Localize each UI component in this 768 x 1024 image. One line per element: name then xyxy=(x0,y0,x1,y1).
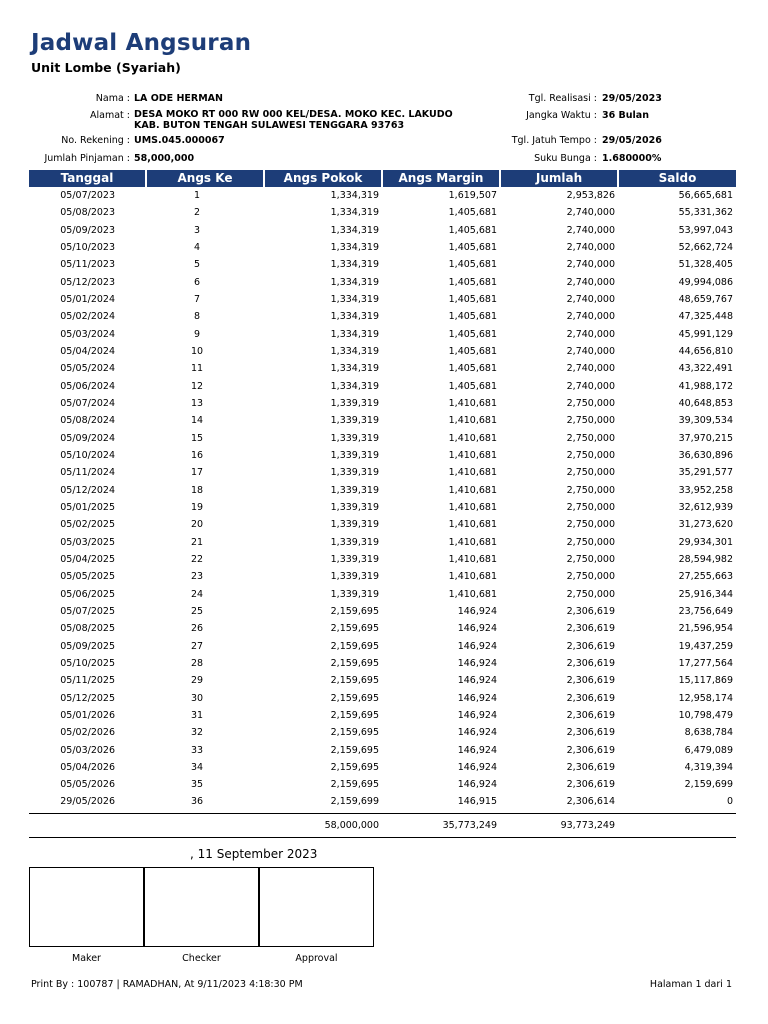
row-angs-ke: 24 xyxy=(190,588,204,600)
row-angs-pokok: 1,334,319 xyxy=(330,241,379,253)
row-angs-ke: 8 xyxy=(193,311,201,323)
total-margin: 35,773,249 xyxy=(442,820,497,831)
row-angs-ke: 28 xyxy=(190,657,204,669)
row-jumlah: 2,306,619 xyxy=(566,657,615,669)
row-saldo: 33,952,258 xyxy=(678,484,733,496)
row-tanggal: 05/12/2023 xyxy=(60,276,115,288)
row-tanggal: 05/10/2024 xyxy=(60,449,115,461)
table-row xyxy=(29,308,736,325)
table-row xyxy=(29,586,736,603)
nama-label: Nama : xyxy=(95,93,130,104)
row-saldo: 49,994,086 xyxy=(678,276,733,288)
row-tanggal: 05/08/2025 xyxy=(60,623,115,635)
row-angs-margin: 1,405,681 xyxy=(448,328,497,340)
signature-label-maker: Maker xyxy=(72,953,101,964)
row-angs-pokok: 1,334,319 xyxy=(330,363,379,375)
row-angs-margin: 1,410,681 xyxy=(448,432,497,444)
total-pokok: 58,000,000 xyxy=(324,820,379,831)
row-jumlah: 2,740,000 xyxy=(566,328,615,340)
table-row xyxy=(29,603,736,620)
row-saldo: 53,997,043 xyxy=(678,224,733,236)
table-row xyxy=(29,395,736,412)
table-row xyxy=(29,430,736,447)
signature-box-maker xyxy=(29,867,144,947)
table-row xyxy=(29,759,736,776)
header-saldo: Saldo xyxy=(619,170,736,187)
row-angs-margin: 1,405,681 xyxy=(448,241,497,253)
row-jumlah: 2,750,000 xyxy=(566,397,615,409)
row-angs-ke: 14 xyxy=(190,415,204,427)
table-row xyxy=(29,534,736,551)
signature-label-checker: Checker xyxy=(182,953,221,964)
row-angs-margin: 146,924 xyxy=(457,657,497,669)
table-row xyxy=(29,239,736,256)
row-saldo: 55,331,362 xyxy=(678,207,733,219)
row-angs-margin: 146,924 xyxy=(457,744,497,756)
row-angs-margin: 1,405,681 xyxy=(448,380,497,392)
row-jumlah: 2,750,000 xyxy=(566,571,615,583)
row-jumlah: 2,740,000 xyxy=(566,259,615,271)
row-angs-pokok: 1,334,319 xyxy=(330,311,379,323)
row-angs-ke: 22 xyxy=(190,553,204,565)
row-saldo: 56,665,681 xyxy=(678,190,733,201)
row-jumlah: 2,740,000 xyxy=(566,345,615,357)
signature-label-approval: Approval xyxy=(295,953,338,964)
table-row xyxy=(29,551,736,568)
row-tanggal: 29/05/2026 xyxy=(60,796,115,808)
row-tanggal: 05/01/2025 xyxy=(60,501,115,513)
row-tanggal: 05/01/2026 xyxy=(60,709,115,721)
row-angs-margin: 1,405,681 xyxy=(448,276,497,288)
row-tanggal: 05/03/2026 xyxy=(60,744,115,756)
row-angs-pokok: 2,159,695 xyxy=(330,761,379,773)
row-angs-pokok: 2,159,695 xyxy=(330,692,379,704)
row-saldo: 29,934,301 xyxy=(678,536,733,548)
header-angs-pokok: Angs Pokok xyxy=(265,170,381,187)
row-angs-ke: 6 xyxy=(193,276,201,288)
row-jumlah: 2,740,000 xyxy=(566,224,615,236)
row-angs-pokok: 1,339,319 xyxy=(330,484,379,496)
row-tanggal: 05/05/2024 xyxy=(60,363,115,375)
row-angs-margin: 146,924 xyxy=(457,692,497,704)
row-saldo: 8,638,784 xyxy=(684,727,733,739)
row-angs-margin: 1,410,681 xyxy=(448,501,497,513)
table-row xyxy=(29,222,736,239)
row-saldo: 4,319,394 xyxy=(684,761,733,773)
row-angs-pokok: 1,334,319 xyxy=(330,259,379,271)
row-angs-margin: 146,924 xyxy=(457,761,497,773)
row-angs-pokok: 2,159,695 xyxy=(330,727,379,739)
row-jumlah: 2,750,000 xyxy=(566,484,615,496)
row-angs-pokok: 1,334,319 xyxy=(330,328,379,340)
row-saldo: 40,648,853 xyxy=(678,397,733,409)
print-date: , 11 September 2023 xyxy=(190,847,318,861)
row-saldo: 35,291,577 xyxy=(678,467,733,479)
row-saldo: 36,630,896 xyxy=(678,449,733,461)
jatuh-tempo-value: 29/05/2026 xyxy=(602,135,662,146)
row-angs-ke: 30 xyxy=(190,692,204,704)
row-angs-pokok: 1,339,319 xyxy=(330,432,379,444)
row-angs-pokok: 2,159,695 xyxy=(330,623,379,635)
row-angs-pokok: 1,339,319 xyxy=(330,397,379,409)
row-tanggal: 05/07/2025 xyxy=(60,605,115,617)
row-angs-margin: 1,410,681 xyxy=(448,397,497,409)
nama-value: LA ODE HERMAN xyxy=(134,93,223,104)
table-row xyxy=(29,776,736,793)
row-jumlah: 2,740,000 xyxy=(566,293,615,305)
row-saldo: 6,479,089 xyxy=(684,744,733,756)
row-tanggal: 05/02/2026 xyxy=(60,727,115,739)
row-tanggal: 05/11/2024 xyxy=(60,467,115,479)
document-subtitle: Unit Lombe (Syariah) xyxy=(31,60,181,75)
row-saldo: 0 xyxy=(726,796,733,808)
row-jumlah: 2,306,619 xyxy=(566,605,615,617)
row-tanggal: 05/03/2025 xyxy=(60,536,115,548)
row-angs-ke: 2 xyxy=(193,207,201,219)
row-angs-ke: 7 xyxy=(193,293,201,305)
row-angs-ke: 5 xyxy=(193,259,201,271)
jangka-label: Jangka Waktu : xyxy=(526,110,597,121)
row-angs-margin: 1,410,681 xyxy=(448,519,497,531)
header-angs-ke: Angs Ke xyxy=(147,170,263,187)
row-angs-pokok: 1,339,319 xyxy=(330,571,379,583)
row-tanggal: 05/10/2025 xyxy=(60,657,115,669)
row-jumlah: 2,750,000 xyxy=(566,553,615,565)
row-angs-pokok: 1,339,319 xyxy=(330,415,379,427)
row-angs-pokok: 1,339,319 xyxy=(330,536,379,548)
row-jumlah: 2,740,000 xyxy=(566,380,615,392)
document-title: Jadwal Angsuran xyxy=(31,30,252,56)
page-number: Halaman 1 dari 1 xyxy=(649,979,732,990)
row-tanggal: 05/08/2024 xyxy=(60,415,115,427)
table-row xyxy=(29,343,736,360)
row-angs-pokok: 2,159,695 xyxy=(330,605,379,617)
row-angs-margin: 1,410,681 xyxy=(448,588,497,600)
table-row xyxy=(29,360,736,377)
row-jumlah: 2,740,000 xyxy=(566,363,615,375)
row-angs-ke: 27 xyxy=(190,640,204,652)
row-saldo: 17,277,564 xyxy=(678,657,733,669)
table-row xyxy=(29,291,736,308)
row-angs-ke: 15 xyxy=(190,432,204,444)
row-jumlah: 2,750,000 xyxy=(566,449,615,461)
row-tanggal: 05/10/2023 xyxy=(60,241,115,253)
row-angs-pokok: 2,159,695 xyxy=(330,675,379,687)
total-jumlah: 93,773,249 xyxy=(560,820,615,831)
row-angs-ke: 19 xyxy=(190,501,204,513)
table-row xyxy=(29,204,736,221)
row-saldo: 43,322,491 xyxy=(678,363,733,375)
realisasi-label: Tgl. Realisasi : xyxy=(528,93,597,104)
row-saldo: 25,916,344 xyxy=(678,588,733,600)
suku-bunga-label: Suku Bunga : xyxy=(534,153,597,164)
alamat-label: Alamat : xyxy=(90,110,130,121)
row-saldo: 51,328,405 xyxy=(678,259,733,271)
rekening-value: UMS.045.000067 xyxy=(134,135,225,146)
row-angs-pokok: 1,334,319 xyxy=(330,190,379,201)
realisasi-value: 29/05/2023 xyxy=(602,93,662,104)
row-jumlah: 2,306,619 xyxy=(566,692,615,704)
row-tanggal: 05/02/2024 xyxy=(60,311,115,323)
row-angs-ke: 33 xyxy=(190,744,204,756)
table-row xyxy=(29,326,736,343)
row-angs-margin: 146,924 xyxy=(457,623,497,635)
row-angs-margin: 146,924 xyxy=(457,779,497,791)
pinjaman-value: 58,000,000 xyxy=(134,153,195,164)
row-angs-pokok: 1,339,319 xyxy=(330,501,379,513)
schedule-table-body xyxy=(29,187,736,811)
table-row xyxy=(29,187,736,204)
table-row xyxy=(29,638,736,655)
row-angs-margin: 1,410,681 xyxy=(448,484,497,496)
row-saldo: 45,991,129 xyxy=(678,328,733,340)
row-angs-margin: 146,924 xyxy=(457,605,497,617)
row-saldo: 41,988,172 xyxy=(678,380,733,392)
row-jumlah: 2,740,000 xyxy=(566,207,615,219)
row-angs-ke: 36 xyxy=(190,796,204,808)
row-angs-margin: 1,410,681 xyxy=(448,415,497,427)
row-angs-ke: 25 xyxy=(190,605,204,617)
row-tanggal: 05/04/2024 xyxy=(60,345,115,357)
row-saldo: 19,437,259 xyxy=(678,640,733,652)
table-row xyxy=(29,256,736,273)
row-jumlah: 2,306,619 xyxy=(566,727,615,739)
table-row xyxy=(29,447,736,464)
table-row xyxy=(29,378,736,395)
row-jumlah: 2,750,000 xyxy=(566,432,615,444)
row-angs-pokok: 1,339,319 xyxy=(330,553,379,565)
rekening-label: No. Rekening : xyxy=(61,135,130,146)
row-tanggal: 05/11/2023 xyxy=(60,259,115,271)
row-angs-pokok: 1,334,319 xyxy=(330,276,379,288)
table-row xyxy=(29,516,736,533)
row-angs-ke: 35 xyxy=(190,779,204,791)
row-saldo: 28,594,982 xyxy=(678,553,733,565)
row-angs-pokok: 1,334,319 xyxy=(330,345,379,357)
row-saldo: 52,662,724 xyxy=(678,241,733,253)
row-angs-pokok: 1,339,319 xyxy=(330,519,379,531)
row-angs-pokok: 1,334,319 xyxy=(330,380,379,392)
jangka-value: 36 Bulan xyxy=(602,110,649,121)
row-angs-pokok: 1,339,319 xyxy=(330,467,379,479)
row-tanggal: 05/11/2025 xyxy=(60,675,115,687)
row-angs-pokok: 1,339,319 xyxy=(330,588,379,600)
table-row xyxy=(29,620,736,637)
row-saldo: 21,596,954 xyxy=(678,623,733,635)
table-row xyxy=(29,724,736,741)
row-jumlah: 2,306,619 xyxy=(566,709,615,721)
row-angs-pokok: 1,334,319 xyxy=(330,224,379,236)
row-saldo: 48,659,767 xyxy=(678,293,733,305)
row-tanggal: 05/05/2026 xyxy=(60,779,115,791)
row-angs-pokok: 1,339,319 xyxy=(330,449,379,461)
header-jumlah: Jumlah xyxy=(501,170,617,187)
table-row xyxy=(29,464,736,481)
row-angs-margin: 1,405,681 xyxy=(448,224,497,236)
row-angs-pokok: 1,334,319 xyxy=(330,293,379,305)
row-angs-ke: 17 xyxy=(190,467,204,479)
row-saldo: 44,656,810 xyxy=(678,345,733,357)
row-angs-margin: 1,619,507 xyxy=(448,190,497,201)
row-angs-ke: 11 xyxy=(190,363,204,375)
row-angs-pokok: 1,334,319 xyxy=(330,207,379,219)
row-angs-ke: 34 xyxy=(190,761,204,773)
row-saldo: 2,159,699 xyxy=(684,779,733,791)
table-row xyxy=(29,499,736,516)
row-saldo: 47,325,448 xyxy=(678,311,733,323)
row-angs-pokok: 2,159,695 xyxy=(330,744,379,756)
row-saldo: 32,612,939 xyxy=(678,501,733,513)
row-tanggal: 05/06/2024 xyxy=(60,380,115,392)
row-jumlah: 2,750,000 xyxy=(566,536,615,548)
row-jumlah: 2,750,000 xyxy=(566,519,615,531)
row-angs-margin: 1,410,681 xyxy=(448,571,497,583)
jatuh-tempo-label: Tgl. Jatuh Tempo : xyxy=(511,135,597,146)
table-row xyxy=(29,793,736,810)
row-saldo: 37,970,215 xyxy=(678,432,733,444)
signature-box-approval xyxy=(259,867,374,947)
table-row xyxy=(29,274,736,291)
row-angs-ke: 10 xyxy=(190,345,204,357)
row-angs-margin: 1,410,681 xyxy=(448,536,497,548)
pinjaman-label: Jumlah Pinjaman : xyxy=(44,153,130,164)
row-angs-ke: 1 xyxy=(193,190,201,201)
row-angs-pokok: 2,159,695 xyxy=(330,640,379,652)
row-angs-ke: 23 xyxy=(190,571,204,583)
row-angs-margin: 1,405,681 xyxy=(448,293,497,305)
table-row xyxy=(29,482,736,499)
row-angs-ke: 29 xyxy=(190,675,204,687)
row-angs-ke: 9 xyxy=(193,328,201,340)
row-tanggal: 05/05/2025 xyxy=(60,571,115,583)
row-angs-pokok: 2,159,699 xyxy=(330,796,379,808)
row-angs-ke: 20 xyxy=(190,519,204,531)
table-row xyxy=(29,655,736,672)
header-angs-margin: Angs Margin xyxy=(383,170,499,187)
table-divider-top xyxy=(29,813,736,814)
row-saldo: 15,117,869 xyxy=(678,675,733,687)
row-jumlah: 2,953,826 xyxy=(566,190,615,201)
row-tanggal: 05/07/2024 xyxy=(60,397,115,409)
row-angs-margin: 1,405,681 xyxy=(448,259,497,271)
row-jumlah: 2,750,000 xyxy=(566,415,615,427)
row-angs-margin: 1,405,681 xyxy=(448,363,497,375)
row-angs-ke: 4 xyxy=(193,241,201,253)
row-jumlah: 2,740,000 xyxy=(566,241,615,253)
row-angs-ke: 18 xyxy=(190,484,204,496)
row-angs-ke: 32 xyxy=(190,727,204,739)
row-tanggal: 05/12/2025 xyxy=(60,692,115,704)
row-angs-ke: 21 xyxy=(190,536,204,548)
row-angs-margin: 146,924 xyxy=(457,640,497,652)
row-jumlah: 2,306,619 xyxy=(566,779,615,791)
alamat-line2: KAB. BUTON TENGAH SULAWESI TENGGARA 93763 xyxy=(134,120,405,131)
row-angs-margin: 1,405,681 xyxy=(448,345,497,357)
row-saldo: 27,255,663 xyxy=(678,571,733,583)
row-angs-ke: 31 xyxy=(190,709,204,721)
row-jumlah: 2,740,000 xyxy=(566,311,615,323)
row-angs-margin: 1,405,681 xyxy=(448,207,497,219)
row-angs-ke: 26 xyxy=(190,623,204,635)
row-jumlah: 2,750,000 xyxy=(566,467,615,479)
alamat-line1: DESA MOKO RT 000 RW 000 KEL/DESA. MOKO KEC. LAKUDO xyxy=(134,109,453,120)
row-tanggal: 05/02/2025 xyxy=(60,519,115,531)
row-angs-margin: 146,924 xyxy=(457,727,497,739)
row-tanggal: 05/04/2026 xyxy=(60,761,115,773)
row-jumlah: 2,306,619 xyxy=(566,623,615,635)
row-angs-pokok: 2,159,695 xyxy=(330,709,379,721)
table-row xyxy=(29,412,736,429)
row-tanggal: 05/06/2025 xyxy=(60,588,115,600)
table-row xyxy=(29,742,736,759)
row-tanggal: 05/07/2023 xyxy=(60,190,115,201)
row-angs-margin: 1,410,681 xyxy=(448,467,497,479)
table-row xyxy=(29,568,736,585)
table-row xyxy=(29,707,736,724)
row-jumlah: 2,740,000 xyxy=(566,276,615,288)
row-tanggal: 05/08/2023 xyxy=(60,207,115,219)
row-angs-ke: 12 xyxy=(190,380,204,392)
row-tanggal: 05/09/2023 xyxy=(60,224,115,236)
row-angs-pokok: 2,159,695 xyxy=(330,779,379,791)
row-saldo: 23,756,649 xyxy=(678,605,733,617)
row-saldo: 31,273,620 xyxy=(678,519,733,531)
row-angs-margin: 1,410,681 xyxy=(448,553,497,565)
row-angs-ke: 3 xyxy=(193,224,201,236)
suku-bunga-value: 1.680000% xyxy=(602,153,662,164)
row-tanggal: 05/09/2025 xyxy=(60,640,115,652)
row-tanggal: 05/01/2024 xyxy=(60,293,115,305)
row-angs-margin: 146,915 xyxy=(457,796,497,808)
row-angs-pokok: 2,159,695 xyxy=(330,657,379,669)
row-jumlah: 2,306,619 xyxy=(566,640,615,652)
row-angs-margin: 1,405,681 xyxy=(448,311,497,323)
table-divider-bottom xyxy=(29,837,736,838)
row-jumlah: 2,306,619 xyxy=(566,744,615,756)
row-angs-margin: 1,410,681 xyxy=(448,449,497,461)
row-tanggal: 05/12/2024 xyxy=(60,484,115,496)
row-jumlah: 2,750,000 xyxy=(566,588,615,600)
row-tanggal: 05/03/2024 xyxy=(60,328,115,340)
row-saldo: 12,958,174 xyxy=(678,692,733,704)
row-saldo: 10,798,479 xyxy=(678,709,733,721)
row-tanggal: 05/04/2025 xyxy=(60,553,115,565)
print-by-info: Print By : 100787 | RAMADHAN, At 9/11/2023 4:18:30 PM xyxy=(31,979,303,990)
row-angs-ke: 16 xyxy=(190,449,204,461)
row-angs-margin: 146,924 xyxy=(457,675,497,687)
row-jumlah: 2,306,619 xyxy=(566,675,615,687)
row-tanggal: 05/09/2024 xyxy=(60,432,115,444)
row-jumlah: 2,750,000 xyxy=(566,501,615,513)
header-tanggal: Tanggal xyxy=(29,170,145,187)
row-angs-margin: 146,924 xyxy=(457,709,497,721)
row-jumlah: 2,306,614 xyxy=(566,796,615,808)
row-saldo: 39,309,534 xyxy=(678,415,733,427)
table-row xyxy=(29,690,736,707)
table-row xyxy=(29,672,736,689)
row-jumlah: 2,306,619 xyxy=(566,761,615,773)
row-angs-ke: 13 xyxy=(190,397,204,409)
signature-box-checker xyxy=(144,867,259,947)
